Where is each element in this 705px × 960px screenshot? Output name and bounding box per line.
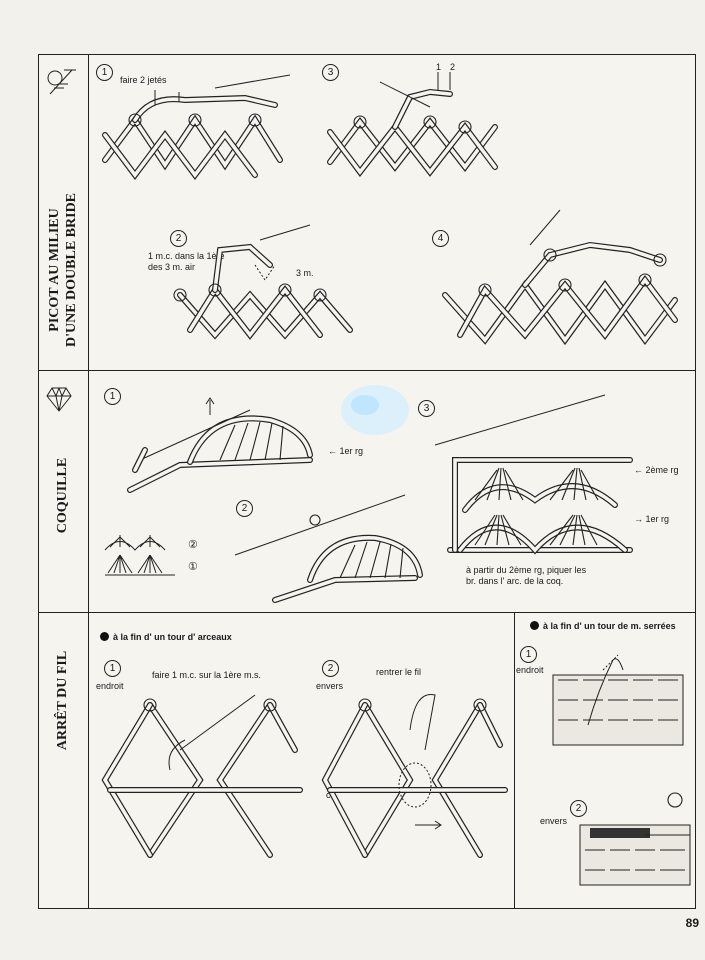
arret-left-header: [100, 632, 232, 642]
arret-right-step2-number: 2: [570, 800, 587, 817]
bullet-icon: [100, 632, 109, 641]
coquille-step3-note-line2: br. dans l' arc. de la coq.: [466, 576, 564, 586]
coquille-step3-note-line1: à partir du 2ème rg, piquer les: [466, 565, 587, 575]
picot-step3-number: 3: [322, 64, 339, 81]
arret-right-step1-diagram: [548, 650, 688, 750]
arret-right-step1-side: endroit: [516, 665, 544, 675]
coquille-symbol-icon: [44, 384, 74, 414]
divider-coquille-arret: [38, 612, 696, 613]
bullet-icon: [530, 621, 539, 630]
section-title-coquille: [38, 410, 88, 580]
arret-left-header-text: à la fin d' un tour d' arceaux: [113, 632, 232, 642]
coquille-step2-diagram: [215, 500, 435, 610]
picot-step2-label-line1: 1 m.c. dans la 1ère: [148, 251, 225, 261]
coquille-title: COQUILLE: [55, 457, 71, 533]
picot-title-line1: PICOT AU MILIEU: [47, 208, 62, 332]
coquille-step1-label: ← 1er rg: [328, 446, 364, 456]
arret-left-step2-diagram: [315, 690, 510, 865]
picot-step2-label-line2: des 3 m. air: [148, 262, 196, 272]
picot-step1-number: 1: [96, 64, 113, 81]
picot-step3-diagram: [320, 72, 510, 192]
picot-step4-number: 4: [432, 230, 449, 247]
coquille-mini-label1: ①: [188, 561, 198, 573]
picot-step3-arrow1: 1: [436, 62, 442, 72]
coquille-step1-number: 1: [104, 388, 121, 405]
divider-title-column: [88, 54, 89, 909]
picot-title-line2: D'UNE DOUBLE BRIDE: [64, 192, 79, 348]
picot-symbol-icon: [40, 64, 80, 104]
arret-left-step2-number: 2: [322, 660, 339, 677]
arret-left-step1-number: 1: [104, 660, 121, 677]
picot-step4-diagram: [430, 215, 690, 365]
divider-picot-coquille: [38, 370, 696, 371]
picot-step1-label: faire 2 jetés: [120, 75, 167, 85]
arret-left-step1-label: faire 1 m.c. sur la 1ère m.s.: [152, 670, 262, 680]
arret-right-step2-side: envers: [540, 816, 568, 826]
arret-title: ARRÊT DU FIL: [55, 650, 71, 750]
coquille-mini-chart: [100, 525, 180, 585]
arret-left-step1-diagram: [95, 690, 305, 865]
picot-step3-arrow2: 2: [450, 62, 456, 72]
picot-step2-number: 2: [170, 230, 187, 247]
divider-arret-right: [514, 612, 515, 909]
arret-right-header-text: à la fin d' un tour de m. serrées: [543, 621, 676, 631]
coquille-mini-label2: ②: [188, 539, 198, 551]
picot-step2-label-right: 3 m.: [296, 268, 314, 278]
arret-right-header: [530, 621, 676, 631]
arret-left-step1-side: endroit: [96, 681, 124, 691]
section-title-picot: [38, 170, 88, 370]
picot-step2-diagram: [170, 235, 360, 365]
arret-right-step1-number: 1: [520, 646, 537, 663]
coquille-step3-diagram: [425, 400, 635, 570]
picot-step1-diagram: [95, 80, 305, 190]
coquille-step3-label-row2: ← 2ème rg: [634, 465, 679, 475]
coquille-step2-number: 2: [236, 500, 253, 517]
coquille-step3-number: 3: [418, 400, 435, 417]
section-title-arret: [38, 630, 88, 770]
coquille-step1-diagram: [120, 390, 330, 510]
blue-ink-stain: [335, 380, 415, 440]
arret-left-step2-side: envers: [316, 681, 344, 691]
arret-left-step2-mark: c: [326, 790, 331, 800]
arret-right-step2-diagram: [575, 790, 695, 890]
arret-left-step2-label: rentrer le fil: [376, 667, 422, 677]
page-number: 89: [685, 916, 699, 930]
coquille-step3-label-row1: → 1er rg: [634, 514, 670, 524]
